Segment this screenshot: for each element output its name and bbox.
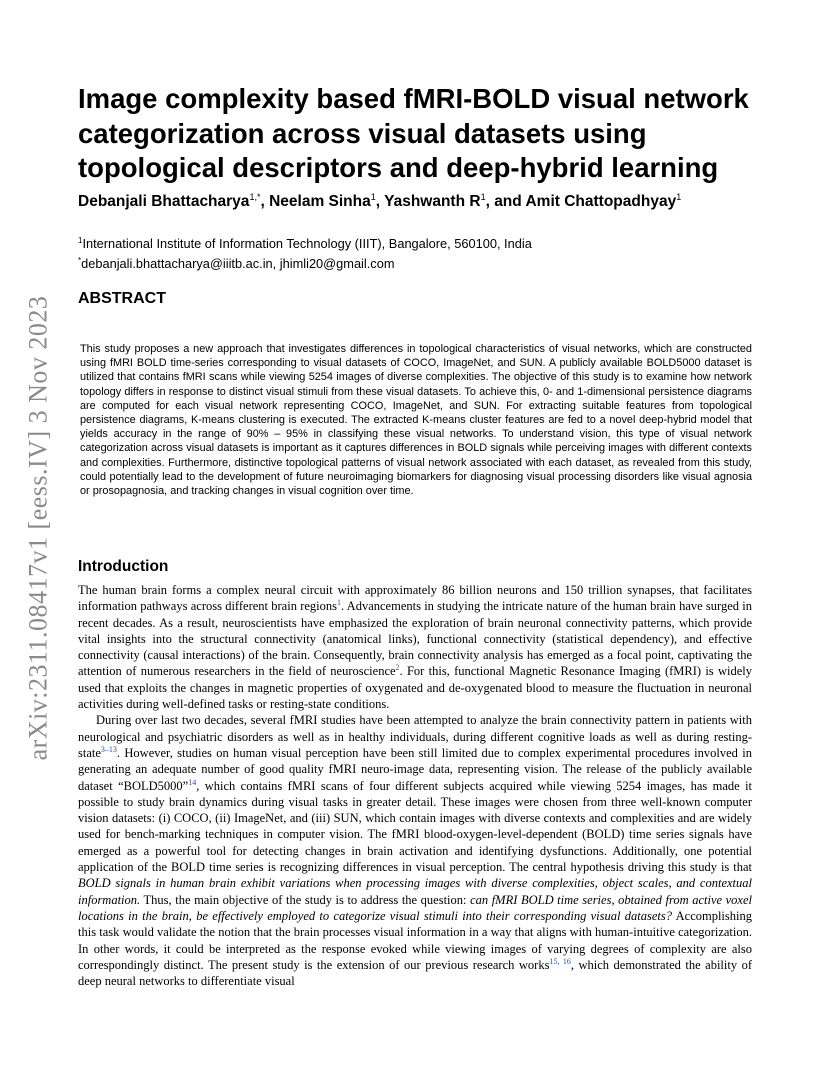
- body-text: , which demonstrated the ability of deep neural networks to differentiate visual: [78, 957, 753, 989]
- paper-title: Image complexity based fMRI-BOLD visual network categorization across visual datasets using topological descriptors and deep-hybrid learning: [78, 83, 749, 183]
- abstract-text: This study proposes a new approach that investigates differences in topological characteristics of visual networks, which are constructed using fMRI BOLD time-series corresponding to visual datasets of COCO, ImageNet, and SUN. A publicly available BOLD5000 dataset is utilized that contains fMRI scans while viewing 5254 images of diverse complexities. The objective of this study is to examine how network topology differs in response to distinct visual stimuli from these visual datasets. To achieve this, 0- and 1-dimensional persistence diagrams are computed for each visual network representing COCO, ImageNet, and SUN. For extracting suitable features from topological persistence diagrams, K-means clustering is executed. The extracted K-means cluster features are fed to a novel deep-hybrid model that yields accuracy in the range of 90% – 95% in classifying these visual networks. To understand vision, this type of visual network categorization across visual datasets is important as it captures differences in BOLD signals while perceiving images with different contexts and complexities. Furthermore, distinctive topological patterns of visual network associated with each dataset, as revealed from this study, could potentially lead to the development of future neuroimaging biomarkers for diagnosing visual processing disorders like visual agnosia or prosopagnosia, and tracking changes in visual cognition over time.: [80, 343, 752, 498]
- body-text: The human brain forms a complex neural circuit with approximately 86 billion neurons and 150 trillion synapses, that facilitates information pathways across different brain regions: [78, 583, 752, 614]
- body-text: During over last two decades, several fMRI studies have been attempted to analyze the brain connectivity pattern in patients with neurological and psychiatric disorders as well as in healthy individuals, during different cognitive loads as well as during resting-state: [78, 713, 752, 760]
- introduction-paragraph-2: [78, 712, 752, 989]
- author-name: Yashwanth R: [384, 193, 481, 210]
- abstract-heading: ABSTRACT: [78, 290, 166, 307]
- author-list: [78, 192, 778, 211]
- emphasized-text: BOLD signals in human brain exhibit variations when processing images with diverse complexities, object scales, and contextual information.: [78, 876, 752, 907]
- author-separator: , and: [485, 193, 526, 210]
- affiliation-line: [78, 232, 778, 252]
- arxiv-identifier[interactable]: arXiv:2311.08417v1 [eess.IV] 3 Nov 2023: [23, 295, 52, 761]
- body-text: , which contains fMRI scans of four different subjects acquired while viewing 5254 images, has made it possible to study brain dynamics during visual tasks in greater detail. These images were chosen from three well-known computer vision datasets: (i) COCO, (ii) ImageNet, and (iii) SUN, which contain images with diverse contexts and complexities and are widely used for bench-marking techniques in computer vision. The fMRI blood-oxygen-level-dependent (BOLD) time series signals have emerged as a powerful tool for detecting changes in brain activation and identifying dysfunctions. Additionally, one potential application of the BOLD time series is recognizing differences in visual perception. The central hypothesis driving this study is that: [78, 778, 753, 875]
- body-text: Thus, the main objective of the study is to address the question:: [140, 892, 471, 907]
- body-text: . However, studies on human visual perception have been still limited due to complex experimental procedures involved in generating an adequate number of good quality fMRI neuro-image data, representing vision. The release of the publicly available dataset “BOLD5000”: [78, 745, 752, 793]
- introduction-paragraph-1: [78, 582, 752, 712]
- email-line: [78, 252, 778, 272]
- author-affiliation-mark: 1,*: [249, 192, 261, 202]
- email-text[interactable]: debanjali.bhattacharya@iiitb.ac.in, jhimli20@gmail.com: [81, 256, 395, 271]
- introduction-heading: Introduction: [78, 558, 169, 575]
- citation-link[interactable]: 3–13: [100, 744, 117, 754]
- citation-link[interactable]: 1: [337, 598, 341, 608]
- author-affiliation-mark: 1: [480, 192, 486, 202]
- arxiv-sidebar: [18, 288, 58, 768]
- author-affiliation-mark: 1: [370, 192, 376, 202]
- emphasized-text: can fMRI BOLD time series, obtained from active voxel locations in the brain, be effectively employed to categorize visual stimuli into their corresponding visual datasets?: [78, 892, 752, 923]
- citation-link[interactable]: 14: [188, 777, 197, 787]
- author-name: Debanjali Bhattacharya: [78, 193, 250, 210]
- author-name: Neelam Sinha: [269, 193, 371, 210]
- introduction-body: [78, 582, 752, 989]
- citation-link[interactable]: 2: [395, 663, 400, 673]
- affiliation-text: International Institute of Information Technology (IIIT), Bangalore, 560100, India: [82, 236, 532, 251]
- author-affiliation-mark: 1: [676, 192, 682, 202]
- body-text: . For this, functional Magnetic Resonance Imaging (fMRI) is widely used that exploits the changes in magnetic properties of oxygenated and de-oxygenated blood to measure the fluctuation in neuronal activities during well-defined tasks or resting-state conditions.: [78, 664, 752, 712]
- author-separator: ,: [260, 193, 270, 210]
- author-separator: ,: [375, 193, 385, 210]
- author-name: Amit Chattopadhyay: [525, 193, 677, 210]
- email-mark: *: [78, 256, 82, 265]
- affiliation-block: [78, 232, 778, 272]
- citation-link[interactable]: 15, 16: [549, 956, 571, 966]
- body-text: . Advancements in studying the intricate nature of the human brain have surged in recent decades. As a result, neuroscientists have emphasized the exploration of brain neuronal connectivity patterns, which provide vital insights into the structural connectivity (anatomical links), functional connectivity (statistical dependency), and effective connectivity (causal interactions) of the brain. Consequently, brain connectivity analysis has emerged as a focal point, captivating the attention of numerous researchers in the field of neuroscience: [78, 599, 752, 679]
- body-text: Accomplishing this task would validate the notion that the brain processes visual information in a way that aligns with human-intuitive categorization. In other words, it could be interpreted as the response evoked while viewing images of varying degrees of complexity are also correspondingly distinct. The present study is the extension of our previous research works: [78, 908, 752, 972]
- affiliation-mark: 1: [78, 236, 83, 245]
